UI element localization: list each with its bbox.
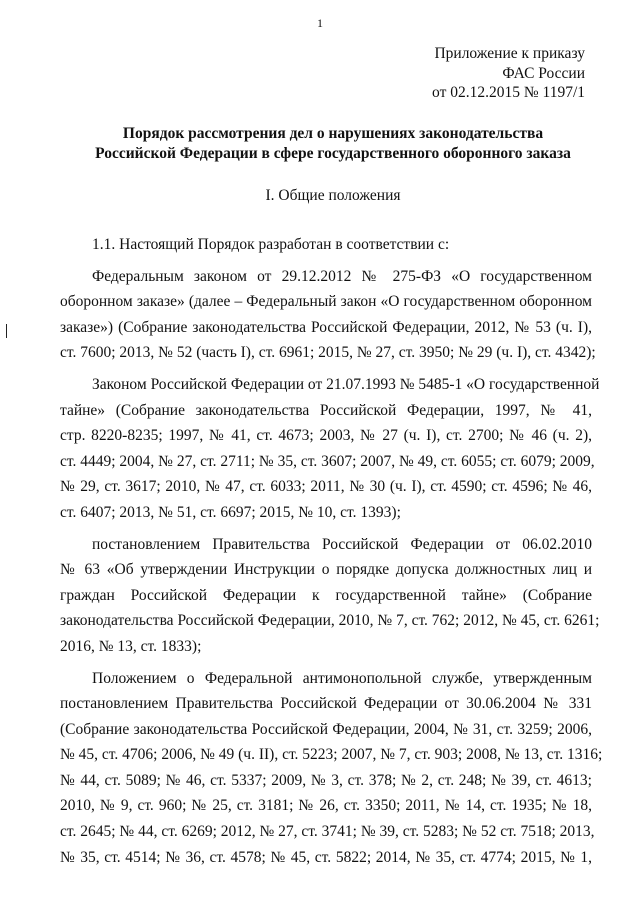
paragraph-line: оборонном заказе» (далее – Федеральный закон «О государственном оборонном — [60, 293, 592, 311]
paragraph-line: Положением о Федеральной антимонопольной службе, утвержденным — [92, 669, 592, 687]
paragraph-line: граждан Российской Федерации к государственной тайне» (Собрание — [60, 586, 592, 604]
paragraph-line: тайне» (Собрание законодательства Российской Федерации, 1997, № 41, — [60, 401, 592, 419]
title-line: Российской Федерации в сфере государственного оборонного заказа — [95, 145, 571, 162]
annex-line: ФАС России — [502, 64, 585, 82]
paragraph — [60, 532, 600, 660]
document-body — [60, 232, 603, 876]
paragraph-line: ст. 4449; 2004, № 27, ст. 2711; № 35, ст. 3607; 2007, № 49, ст. 6055; ст. 6079; 2009, — [60, 452, 595, 470]
paragraph-line: Федеральным законом от 29.12.2012 № 275-ФЗ «О государственном — [92, 267, 592, 285]
paragraph-line: стр. 8220-8235; 1997, № 41, ст. 4673; 2003, № 27 (ч. I), ст. 2700; № 46 (ч. 2), — [60, 427, 592, 445]
paragraph-line: ст. 6407; 2013, № 51, ст. 6697; 2015, № 10, ст. 1393); — [60, 503, 401, 521]
paragraph-line: законодательства Российской Федерации, 2010, № 7, ст. 762; 2012, № 45, ст. 6261; — [60, 612, 600, 630]
paragraph-line: заказе») (Собрание законодательства Российской Федерации, 2012, № 53 (ч. I), — [60, 318, 592, 336]
title-line: Порядок рассмотрения дел о нарушениях законодательства — [122, 125, 544, 142]
document-title — [60, 124, 606, 164]
paragraph-line: (Собрание законодательства Российской Федерации, 2004, № 31, ст. 3259; 2006, — [60, 720, 592, 738]
paragraph — [60, 264, 596, 366]
page-number: 1 — [317, 16, 323, 30]
paragraph-line: № 44, ст. 5089; № 46, ст. 5337; 2009, № 3, ст. 378; № 2, ст. 248; № 39, ст. 4613; — [60, 771, 592, 789]
paragraph — [60, 232, 592, 258]
annex-reference — [432, 44, 585, 103]
paragraph-line: ст. 2645; № 44, ст. 6269; 2012, № 27, ст. 3741; № 39, ст. 5283; № 52 ст. 7518; 2013, — [60, 823, 595, 841]
paragraph-line: ст. 7600; 2013, № 52 (часть I), ст. 6961; 2015, № 27, ст. 3950; № 29 (ч. I), ст. 4342); — [60, 344, 596, 362]
paragraph-line: № 45, ст. 4706; 2006, № 49 (ч. II), ст. 5223; 2007, № 7, ст. 903; 2008, № 13, ст. 1316; — [60, 746, 603, 764]
paragraph-line: Законом Российской Федерации от 21.07.1993 № 5485-1 «О государственной — [92, 375, 600, 393]
margin-mark — [6, 324, 7, 338]
paragraph-line: 1.1. Настоящий Порядок разработан в соответствии с: — [92, 236, 450, 253]
paragraph — [60, 372, 600, 526]
paragraph-line: 2010, № 9, ст. 960; № 25, ст. 3181; № 26, ст. 3350; 2011, № 14, ст. 1935; № 18, — [60, 797, 592, 815]
paragraph-line: постановлением Правительства Российской Федерации от 30.06.2004 № 331 — [60, 695, 592, 713]
section-heading: I. Общие положения — [265, 187, 401, 204]
paragraph-line: № 63 «Об утверждении Инструкции о порядке допуска должностных лиц и — [60, 561, 592, 579]
annex-line: Приложение к приказу — [434, 45, 585, 62]
annex-line: от 02.12.2015 № 1197/1 — [432, 84, 585, 101]
paragraph-line: № 35, ст. 4514; № 36, ст. 4578; № 45, ст. 5822; 2014, № 35, ст. 4774; 2015, № 1, — [60, 848, 592, 866]
paragraph-line: 2016, № 13, ст. 1833); — [60, 637, 202, 655]
paragraph — [60, 666, 603, 871]
paragraph-line: № 29, ст. 3617; 2010, № 47, ст. 6033; 2011, № 30 (ч. I), ст. 4590; ст. 4596; № 46, — [60, 478, 592, 496]
paragraph-line: постановлением Правительства Российской Федерации от 06.02.2010 — [92, 535, 592, 553]
